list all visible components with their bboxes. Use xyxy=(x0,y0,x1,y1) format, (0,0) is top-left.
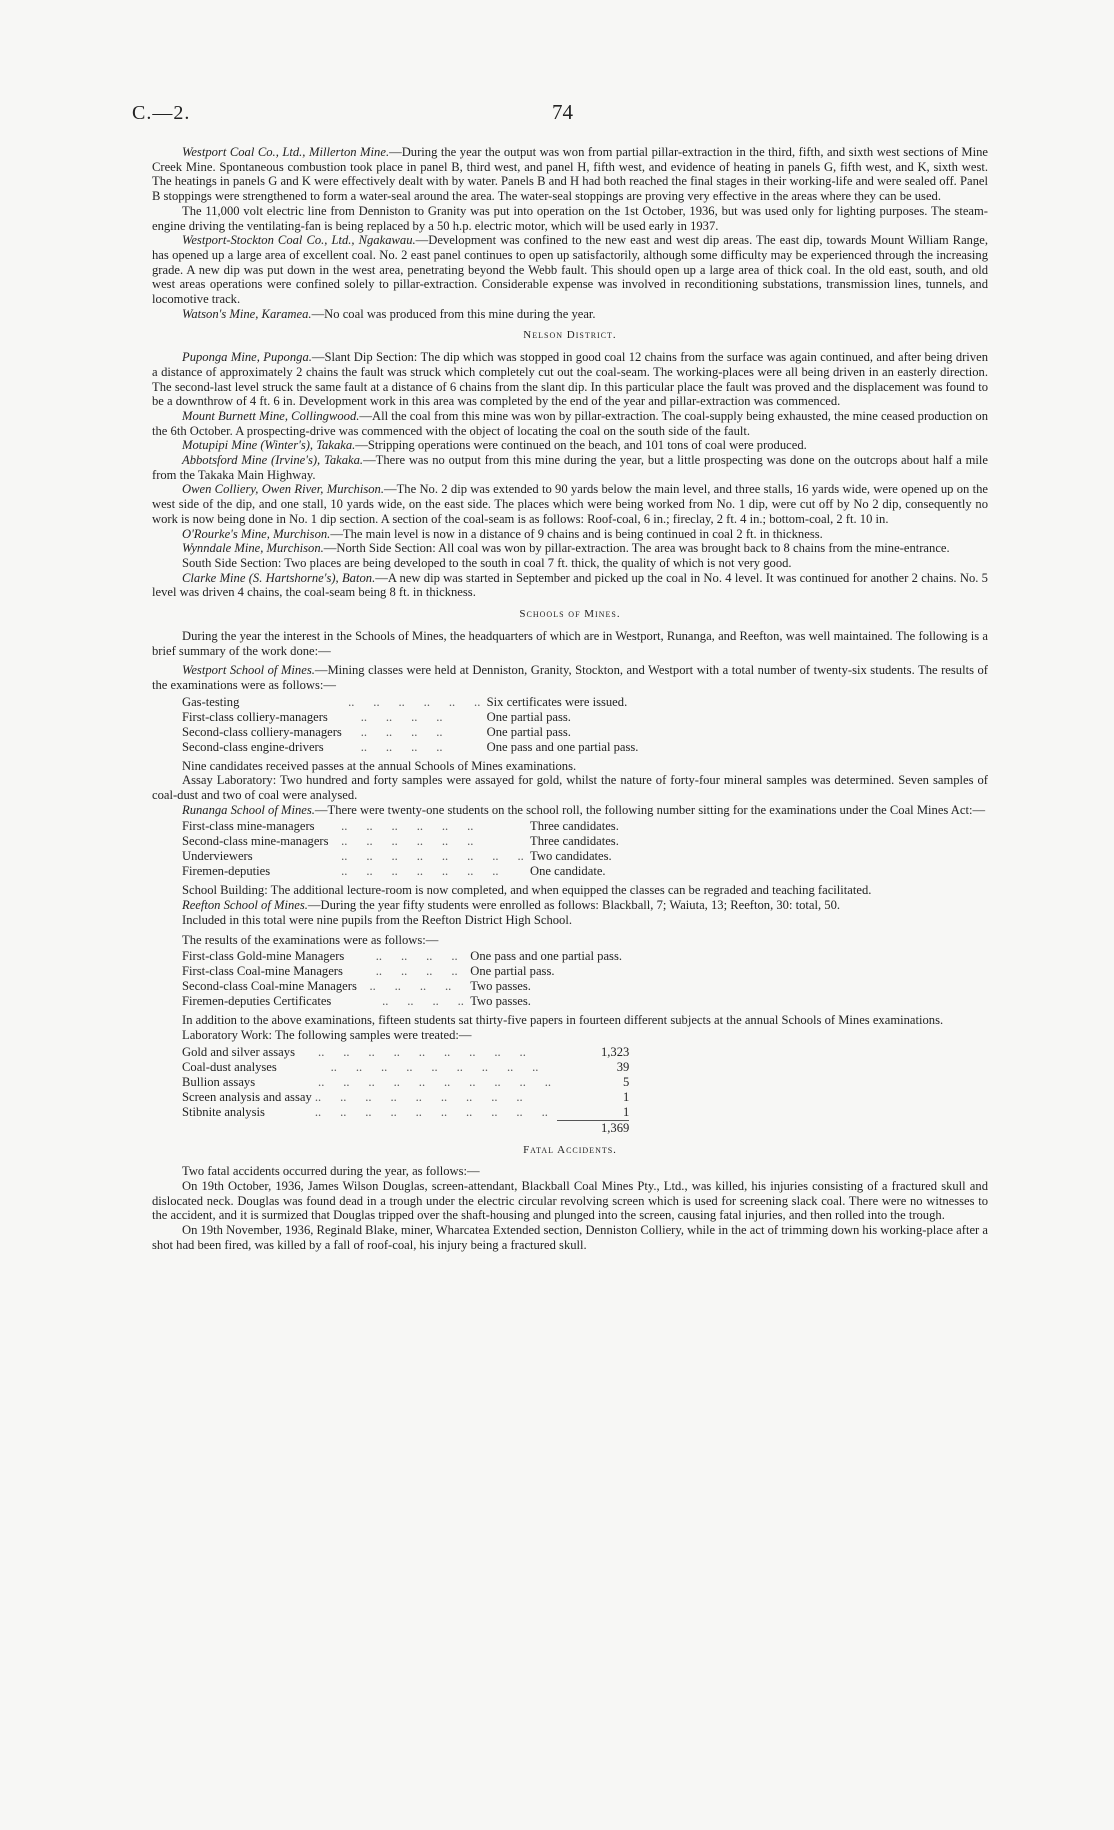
paragraph-south-side: South Side Section: Two places are being developed to the south in coal 7 ft. thick, the quality of which is not very good. xyxy=(182,555,792,570)
paragraph-text: —Development was confined to the new east and west dip areas. The east dip, towards Mount William Range, has opened up a large area of excellent coal. No. 2 east panel continues to open up satisfactorily, although some difficulty may be experienced through the increasing grade. A new dip was put down in the west area, penetrating beyond the Webb fault. This should open up a large area of thick coal. In the old east, south, and old west areas operations were confined solely to pillar-extraction. Considerable expense was involved in reconditioning substations, transmission lines, tunnels, and locomotive track. xyxy=(152,233,988,307)
leader-dots: .. .. .. .. .. .. .. .. xyxy=(328,849,531,864)
exam-label: Underviewers xyxy=(182,849,253,864)
paragraph-text: —North Side Section: All coal was won by pillar-extraction. The area was brought back to 8 chains from the mine-entrance. xyxy=(323,541,950,556)
sample-count: 5 xyxy=(623,1074,630,1089)
sample-label: Screen analysis and assay xyxy=(182,1089,312,1104)
leader-dots: .. .. .. .. xyxy=(356,949,464,964)
table-row xyxy=(182,979,622,994)
school-title: Reefton School of Mines. xyxy=(182,898,308,913)
sample-count: 1,323 xyxy=(600,1044,630,1059)
paragraph-reefton-school xyxy=(152,898,988,913)
exam-result: Two candidates. xyxy=(530,849,612,864)
leader-dots: .. .. .. .. xyxy=(356,964,464,979)
paragraph-runanga-school xyxy=(152,803,988,818)
sample-label: Gold and silver assays xyxy=(182,1044,295,1059)
paragraph-douglas-accident: On 19th October, 1936, James Wilson Douglas, screen-attendant, Blackball Coal Mines Pty., Ltd., was killed, his injuries consisting of a fractured skull and dislocated neck. Douglas was found dead in a trough under the electric circular revolving screen which is used for screening slack coal. There were no witnesses to the accident, and it is surmized that Douglas tripped over the shaft-housing and plunged into the screen, causing fatal injuries, and then rolled into the trough. xyxy=(152,1179,988,1223)
sample-count: 1 xyxy=(623,1104,630,1119)
paragraph-westport-school xyxy=(152,663,988,692)
exam-result: Two passes. xyxy=(470,979,531,994)
exam-result: Three candidates. xyxy=(530,834,619,849)
leader-dots: .. .. .. .. .. .. xyxy=(328,834,480,849)
paragraph-westport-stockton xyxy=(152,233,988,307)
paragraph-text: —There was no output from this mine during the year, but a little prospecting was done on the outcrops about half a mile from the Takaka Main Highway. xyxy=(152,453,988,482)
leader-dots: .. .. .. .. xyxy=(356,994,471,1009)
heading-nelson-district: Nelson District. xyxy=(523,329,617,342)
paragraph-reefton-results-intro: The results of the examinations were as follows:— xyxy=(182,932,439,947)
laboratory-samples-table xyxy=(182,1045,629,1136)
paragraph-assay-laboratory: Assay Laboratory: Two hundred and forty samples were assayed for gold, whilst the nature of forty-four mineral samples was determined. Seven samples of coal-dust and two of coal were analysed. xyxy=(152,773,988,803)
exam-result: One partial pass. xyxy=(486,724,571,739)
leader-dots: .. .. .. .. xyxy=(341,724,449,739)
paragraph-motupipi xyxy=(152,438,988,453)
leader-dots: .. .. .. .. .. .. .. .. .. xyxy=(311,1044,533,1059)
leader-dots: .. .. .. .. xyxy=(341,709,449,724)
school-title: Westport School of Mines. xyxy=(182,663,315,678)
table-row xyxy=(182,819,619,834)
paragraph-schools-intro: During the year the interest in the Schools of Mines, the headquarters of which are in Westport, Runanga, and Reefton, was well maintained. The following is a brief summary of the work done:— xyxy=(152,628,988,658)
westport-results-table xyxy=(182,695,638,755)
leader-dots: .. .. .. .. .. .. xyxy=(341,694,487,709)
leader-dots: .. .. .. .. .. .. .. xyxy=(328,864,505,879)
leader-dots: .. .. .. .. .. .. .. .. .. .. xyxy=(311,1074,558,1089)
exam-label: Second-class Coal-mine Managers xyxy=(182,979,357,994)
paragraph-nine-candidates: Nine candidates received passes at the annual Schools of Mines examinations. xyxy=(182,758,577,773)
exam-result: One pass and one partial pass. xyxy=(470,949,623,964)
exam-result: One partial pass. xyxy=(470,964,555,979)
mine-title: Owen Colliery, Owen River, Murchison. xyxy=(182,482,384,497)
exam-label: Firemen-deputies xyxy=(182,864,271,879)
table-row xyxy=(182,1090,629,1105)
sample-label: Stibnite analysis xyxy=(182,1104,265,1119)
exam-result: One partial pass. xyxy=(486,709,571,724)
mine-title: Watson's Mine, Karamea. xyxy=(182,306,312,321)
page-number: 74 xyxy=(552,100,573,124)
paragraph-abbotsford xyxy=(152,453,988,482)
table-row xyxy=(182,864,619,879)
paragraph-text: —There were twenty-one students on the school roll, the following number sitting for the examinations under the Coal Mines Act:— xyxy=(314,802,986,817)
leader-dots: .. .. .. .. .. .. xyxy=(328,819,480,834)
mine-title: Mount Burnett Mine, Collingwood. xyxy=(182,408,360,423)
runanga-results-table xyxy=(182,819,619,879)
mine-title: Wynndale Mine, Murchison. xyxy=(182,541,324,556)
paragraph-volt-line: The 11,000 volt electric line from Denniston to Granity was put into operation on the 1st October, 1936, but was used only for lighting purposes. The steam-engine driving the ventilating-fan is being replaced by a 50 h.p. electric motor, which will be used early in 1937. xyxy=(152,203,988,233)
table-row xyxy=(182,710,638,725)
table-row xyxy=(182,1045,629,1060)
mine-title: Abbotsford Mine (Irvine's), Takaka. xyxy=(182,453,364,468)
sample-total: 1,369 xyxy=(557,1120,629,1136)
paragraph-addition: In addition to the above examinations, fifteen students sat thirty-five papers in fourteen different subjects at the annual Schools of Mines examinations. xyxy=(182,1013,944,1028)
paragraph-text: —All the coal from this mine was won by pillar-extraction. The coal-supply being exhausted, the mine ceased production on the 6th October. A prospecting-drive was commenced with the object of locating the coal on the south side of the fault. xyxy=(152,408,988,438)
paragraph-text: —Mining classes were held at Denniston, Granity, Stockton, and Westport with a total number of twenty-six students. The results of the examinations were as follows:— xyxy=(152,663,989,692)
paragraph-clarke xyxy=(152,571,988,600)
section-code: C.—2. xyxy=(132,102,191,124)
table-row xyxy=(182,1075,629,1090)
reefton-results-table xyxy=(182,949,622,1009)
leader-dots: .. .. .. .. xyxy=(341,739,449,754)
document-body xyxy=(152,145,988,1253)
paragraph-westport-coal xyxy=(152,145,988,204)
paragraph-text: —Slant Dip Section: The dip which was stopped in good coal 12 chains from the surface was again continued, and after being driven a distance of approximately 2 chains the fault was struck which completely cut out the coal-seam. The working-places were all being driven in an easterly direction. The second-last level struck the same fault at a distance of 6 chains from the slant dip. In this particular place the fault was proved and the displacement was found to be a downthrow of 4 ft. 6 in. Development work in this area was completed by the end of the year and pillar-extraction was commenced. xyxy=(152,350,988,409)
exam-result: One candidate. xyxy=(530,864,606,879)
table-row xyxy=(182,949,622,964)
mine-title: O'Rourke's Mine, Murchison. xyxy=(182,526,331,541)
exam-label: First-class colliery-managers xyxy=(182,709,328,724)
leader-dots: .. .. .. .. .. .. .. .. .. xyxy=(311,1089,529,1104)
exam-label: First-class mine-managers xyxy=(182,819,315,834)
paragraph-mount-burnett xyxy=(152,409,988,438)
paragraph-text: —A new dip was started in September and picked up the coal in No. 4 level. It was continued for another 2 chains. No. 5 level was driven 4 chains, the coal-seam being 8 ft. in thickness. xyxy=(152,570,988,600)
table-row xyxy=(182,725,638,740)
exam-label: First-class Gold-mine Managers xyxy=(182,949,345,964)
table-row xyxy=(182,834,619,849)
paragraph-orourke xyxy=(152,527,988,542)
table-row xyxy=(182,994,622,1009)
paragraph-owen xyxy=(152,482,988,526)
sample-label: Bullion assays xyxy=(182,1074,256,1089)
paragraph-laboratory-work: Laboratory Work: The following samples were treated:— xyxy=(182,1027,472,1042)
paragraph-text: —No coal was produced from this mine during the year. xyxy=(311,306,596,321)
mine-title: Westport Coal Co., Ltd., Millerton Mine. xyxy=(182,145,390,159)
mine-title: Motupipi Mine (Winter's), Takaka. xyxy=(182,438,356,453)
mine-title: Clarke Mine (S. Hartshorne's), Baton. xyxy=(182,570,376,585)
exam-result: Two passes. xyxy=(470,994,531,1009)
paragraph-text: —The main level is now in a distance of 9 chains and is being continued in coal 2 ft. in thickness. xyxy=(330,526,823,541)
paragraph-school-building: School Building: The additional lecture-room is now completed, and when equipped the classes can be regraded and teaching facilitated. xyxy=(182,883,872,898)
leader-dots: .. .. .. .. .. .. .. .. .. xyxy=(311,1059,545,1074)
exam-label: Second-class colliery-managers xyxy=(182,724,342,739)
leader-dots: .. .. .. .. .. .. .. .. .. .. xyxy=(311,1104,555,1119)
heading-fatal-accidents: Fatal Accidents. xyxy=(523,1143,617,1156)
paragraph-wynndale xyxy=(152,541,988,556)
heading-schools-of-mines: Schools of Mines. xyxy=(519,608,621,621)
paragraph-puponga xyxy=(152,350,988,409)
exam-label: Firemen-deputies Certificates xyxy=(182,994,332,1009)
table-row xyxy=(182,1060,629,1075)
mine-title: Westport-Stockton Coal Co., Ltd., Ngakawau. xyxy=(182,233,416,248)
sample-label: Coal-dust analyses xyxy=(182,1059,277,1074)
mine-title: Puponga Mine, Puponga. xyxy=(182,350,312,365)
paragraph-included: Included in this total were nine pupils from the Reefton District High School. xyxy=(182,912,572,927)
leader-dots: .. .. .. .. xyxy=(356,979,458,994)
paragraph-text: —The No. 2 dip was extended to 90 yards below the main level, and three stalls, 16 yards wide, were opened up on the west side of the dip, and one stall, 10 yards wide, on the east side. The places which were being worked from No. 1 dip, were cut off by No 2 dip, consequently no work is now being done in No. 1 dip section. A section of the coal-seam is as follows: Roof-coal, 6 in.; fireclay, 2 ft. 4 in.; bottom-coal, 2 ft. 10 in. xyxy=(152,482,989,526)
exam-result: One pass and one partial pass. xyxy=(486,739,639,754)
exam-result: Three candidates. xyxy=(530,819,619,834)
paragraph-text: —During the year the output was won from partial pillar-extraction in the third, fifth, and sixth west sections of Mine Creek Mine. Spontaneous combustion took place in panel B, third west, and panel H, fifth west, and evidence of heating in panels G, fifth west, and K, sixth west. The heatings in panels G and K were effectively dealt with by water. Panels B and H had both reached the final stages in their working-life and were sealed off. Panel B stoppings were strengthened to form a water-seal around the area. The water-seal stoppings are proving very effective in the areas where they can be used. xyxy=(152,145,988,204)
total-row xyxy=(182,1120,629,1136)
paragraph-text: —Stripping operations were continued on the beach, and 101 tons of coal were produced. xyxy=(355,438,807,453)
exam-label: Second-class engine-drivers xyxy=(182,739,324,754)
table-row xyxy=(182,849,619,864)
paragraph-blake-accident: On 19th November, 1936, Reginald Blake, miner, Wharcatea Extended section, Denniston Colliery, while in the act of trimming down his working-place after a shot had been fired, was killed by a fall of roof-coal, his injury being a fractured skull. xyxy=(152,1223,988,1252)
table-row xyxy=(182,695,638,710)
table-row xyxy=(182,964,622,979)
paragraph-fatal-intro: Two fatal accidents occurred during the year, as follows:— xyxy=(182,1164,480,1179)
exam-label: Gas-testing xyxy=(182,694,240,709)
sample-count: 39 xyxy=(616,1059,630,1074)
table-row xyxy=(182,1105,629,1121)
paragraph-text: —During the year fifty students were enrolled as follows: Blackball, 7; Waiuta, 13; Reefton, 30: total, 50. xyxy=(307,898,841,913)
school-title: Runanga School of Mines. xyxy=(182,802,315,817)
paragraph-watson xyxy=(152,307,988,322)
sample-count: 1 xyxy=(623,1089,630,1104)
exam-label: First-class Coal-mine Managers xyxy=(182,964,343,979)
exam-result: Six certificates were issued. xyxy=(486,694,628,709)
table-row xyxy=(182,740,638,755)
exam-label: Second-class mine-managers xyxy=(182,834,329,849)
